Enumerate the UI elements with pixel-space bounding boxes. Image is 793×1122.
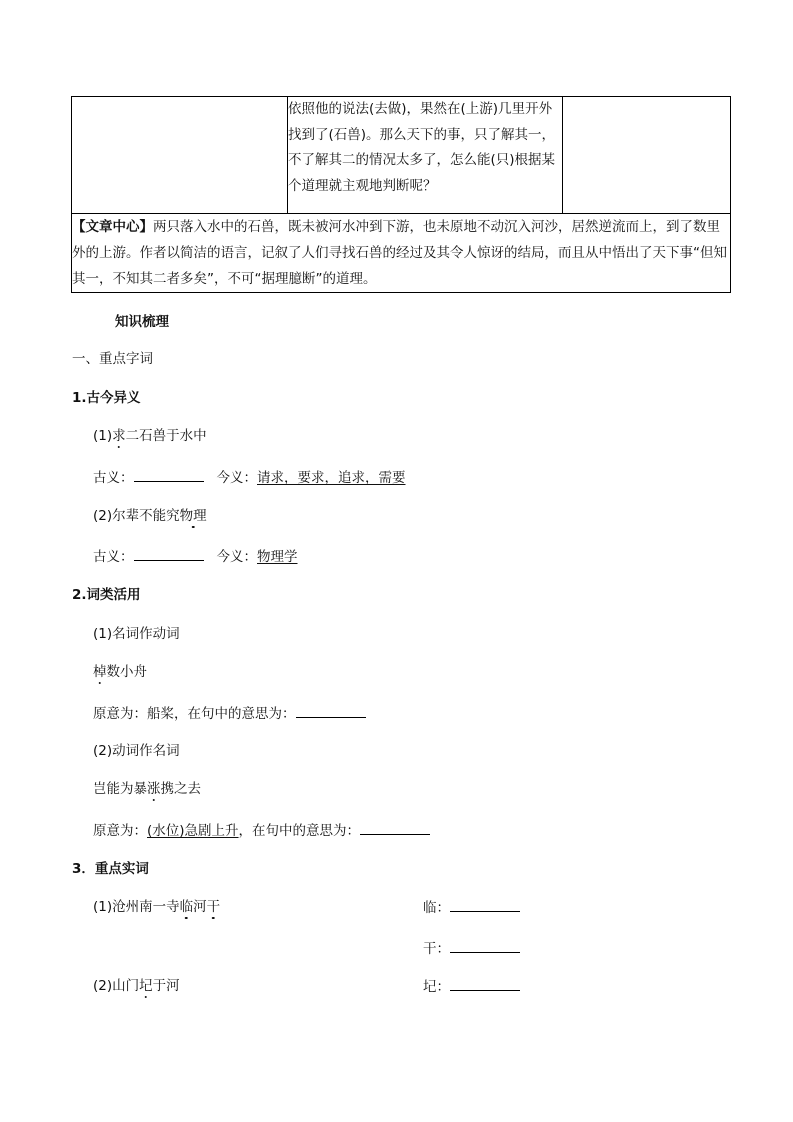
notes-cell — [563, 97, 731, 214]
dotted-word: 圮 — [139, 978, 153, 994]
meaning-row: 古义： 今义：请求，要求，追求，需要 — [93, 470, 406, 486]
subsection-title-key-notional: 3．重点实词 — [72, 861, 149, 877]
original-meaning: (水位)急剧上升 — [147, 823, 239, 839]
modern-meaning: 请求，要求，追求，需要 — [257, 470, 406, 486]
subsection-title-ancient-modern: 1.古今异义 — [72, 390, 141, 406]
answer-row: 圮： — [423, 977, 520, 996]
dotted-word: 棹 — [93, 664, 107, 680]
answer-blank[interactable] — [296, 704, 366, 718]
example-sentence: (1)求二石兽于水中 — [93, 428, 207, 444]
subsection-title-word-class: 2.词类活用 — [72, 587, 141, 603]
example-sentence: (2)山门圮于河 — [93, 978, 180, 994]
meaning-row: 原意为：船桨，在句中的意思为： — [93, 704, 366, 723]
answer-blank[interactable] — [450, 898, 520, 912]
translation-cell: 依照他的说法(去做)，果然在(上游)几里开外找到了(石兽)。那么天下的事，只了解其一，不了解其二的情况太多了，怎么能(只)根据某个道理就主观地判断呢？ — [288, 97, 563, 214]
article-center-cell — [72, 214, 731, 293]
summary-table — [71, 96, 731, 293]
answer-blank[interactable] — [134, 468, 204, 482]
answer-blank[interactable] — [360, 821, 430, 835]
dotted-word: 临 — [179, 899, 194, 915]
category-label: (1)名词作动词 — [93, 626, 180, 642]
dotted-word: 涨 — [147, 781, 161, 797]
answer-row: 干： — [423, 939, 520, 958]
meaning-row: 原意为：(水位)急剧上升，在句中的意思为： — [93, 821, 430, 840]
dotted-word: 物理 — [179, 508, 207, 524]
original-text-cell — [72, 97, 288, 214]
meaning-row: 古义： 今义：物理学 — [93, 549, 298, 565]
dotted-word: 干 — [206, 899, 221, 915]
category-label: (2)动词作名词 — [93, 743, 180, 759]
example-sentence: 岂能为暴涨携之去 — [93, 781, 201, 797]
example-sentence: (1)沧州南一寺临河干 — [93, 899, 221, 915]
article-center-text: 两只落入水中的石兽，既未被河水冲到下游，也未原地不动沉入河沙，居然逆流而上，到了数里外的上游。作者以简洁的语言，记叙了人们寻找石兽的经过及其令人惊讶的结局，而且从中悟出了天下事“但知其一，不知其二者多矣”，不可“据理臆断”的道理。 — [72, 219, 727, 287]
example-sentence: (2)尔辈不能究物理 — [93, 508, 207, 524]
modern-meaning: 物理学 — [257, 549, 298, 565]
answer-blank[interactable] — [450, 977, 520, 991]
answer-row: 临： — [423, 898, 520, 917]
section-heading: 知识梳理 — [115, 314, 169, 330]
example-sentence: 棹数小舟 — [93, 664, 147, 680]
answer-blank[interactable] — [450, 939, 520, 953]
dotted-word: 求 — [112, 428, 126, 444]
answer-blank[interactable] — [134, 547, 204, 561]
article-center-label: 【文章中心】 — [72, 219, 153, 235]
section-title-key-words: 一、重点字词 — [72, 351, 153, 367]
